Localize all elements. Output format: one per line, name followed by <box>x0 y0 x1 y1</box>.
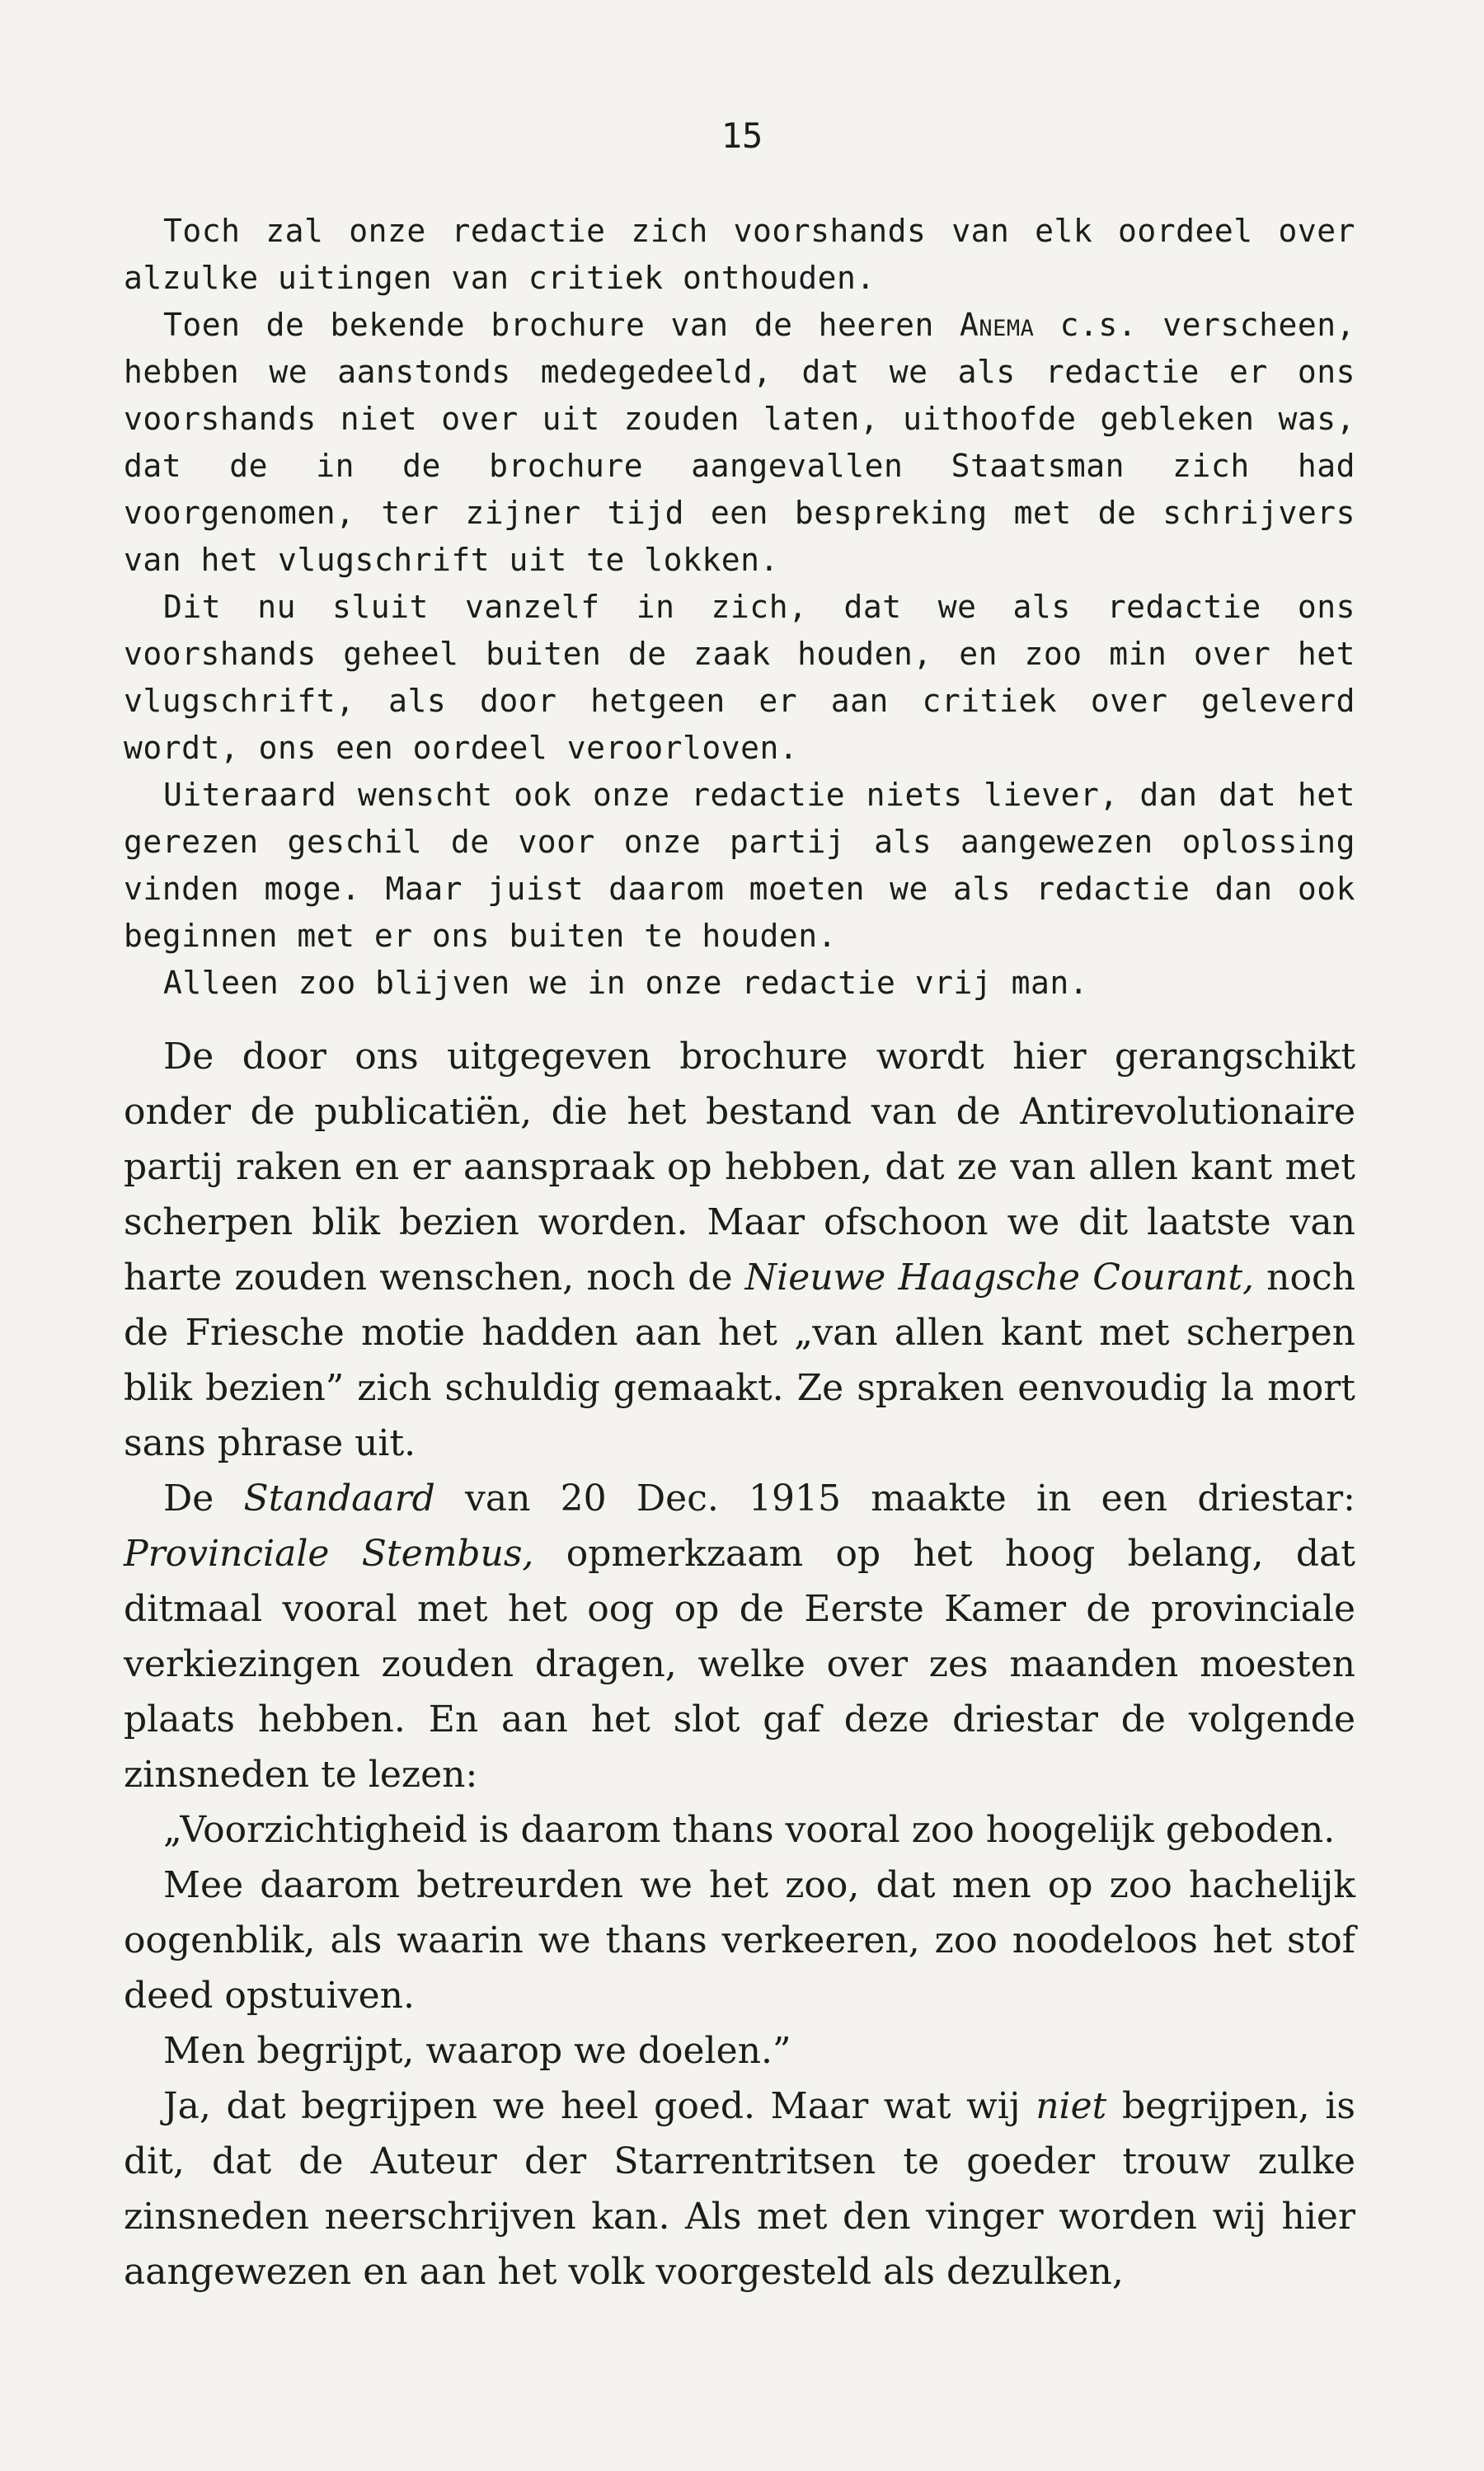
newspaper-title: Standaard <box>243 1477 435 1520</box>
text-run: Toen de bekende brochure van de heeren <box>163 307 960 343</box>
paragraph: Alleen zoo blijven we in onze redactie vrij man. <box>163 965 1089 1001</box>
paragraph: Mee daarom betreurden we het zoo, dat men op zoo hachelijk oogenblik, als waarin we thans verkeeren, zoo noodeloos het stof deed opstuiven. <box>124 1864 1355 2017</box>
text-run: De door ons uitgegeven brochure wordt hier gerangschikt onder de publicatiën, die het bestand van de Antirevolutionaire partij raken en er aanspraak op hebben, dat ze van allen kant met scherpen blik bezien worden. Maar ofschoon we dit laatste van harte zouden wenschen, noch de <box>124 1036 1355 1299</box>
emphasis: niet <box>1036 2085 1107 2127</box>
paragraph <box>124 1029 1355 1471</box>
newspaper-title: Nieuwe Haagsche Courant, <box>744 1257 1255 1299</box>
paragraph: Men begrijpt, waarop we doelen.” <box>163 2030 791 2072</box>
author-name: Anema <box>960 307 1035 343</box>
text-run: van 20 Dec. 1915 maakte in een driestar: <box>434 1477 1355 1520</box>
main-body-text <box>124 1029 1355 2300</box>
text-run: begrijpen, is dit, dat de Auteur der Starrentritsen te goeder trouw zulke zinsneden neerschrijven kan. Als met den vinger worden wij hier aangewezen en aan het volk voorgesteld als dezulken, <box>124 2085 1355 2293</box>
paragraph: Dit nu sluit vanzelf in zich, dat we als redactie ons voorshands geheel buiten de zaak houden, en zoo min over het vlugschrift, als door hetgeen er aan critiek over geleverd wordt, ons een oordeel veroorloven. <box>124 589 1355 766</box>
text-run: c.s. verscheen, hebben we aanstonds medegedeeld, dat we als redactie er ons voorshands niet over uit zouden laten, uithoofde gebleken was, dat de in de brochure aangevallen Staatsman zich had voorgenomen, ter zijner tijd een bespreking met de schrijvers van het vlugschrift uit te lokken. <box>124 307 1355 578</box>
text-run: noch de Friesche motie hadden aan het „van allen kant met scherpen blik bezien” zich schuldig gemaakt. Ze spraken eenvoudig la mort sans phrase uit. <box>124 1257 1355 1464</box>
paragraph <box>124 2079 1355 2300</box>
text-run: opmerkzaam op het hoog belang, dat ditmaal vooral met het oog op de Eerste Kamer de provinciale verkiezingen zouden dragen, welke over zes maanden moesten plaats hebben. En aan het slot gaf deze driestar de volgende zinsneden te lezen: <box>124 1533 1355 1796</box>
quoted-editorial-text <box>124 208 1355 1007</box>
paragraph <box>124 1471 1355 1802</box>
text-run: De <box>163 1477 244 1520</box>
paragraph: Uiteraard wenscht ook onze redactie niets liever, dan dat het gerezen geschil de voor onze partij als aangewezen oplossing vinden moge. Maar juist daarom moeten we als redactie dan ook beginnen met er ons buiten te houden. <box>124 777 1355 954</box>
page-number: 15 <box>721 115 763 156</box>
text-run: Ja, dat begrijpen we heel goed. Maar wat wij <box>163 2085 1036 2127</box>
paragraph: Toch zal onze redactie zich voorshands van elk oordeel over alzulke uitingen van critiek onthouden. <box>124 213 1355 296</box>
article-title: Provinciale Stembus, <box>124 1533 534 1575</box>
paragraph: „Voorzichtigheid is daarom thans vooral zoo hoogelijk geboden. <box>163 1809 1336 1851</box>
paragraph <box>124 302 1355 584</box>
